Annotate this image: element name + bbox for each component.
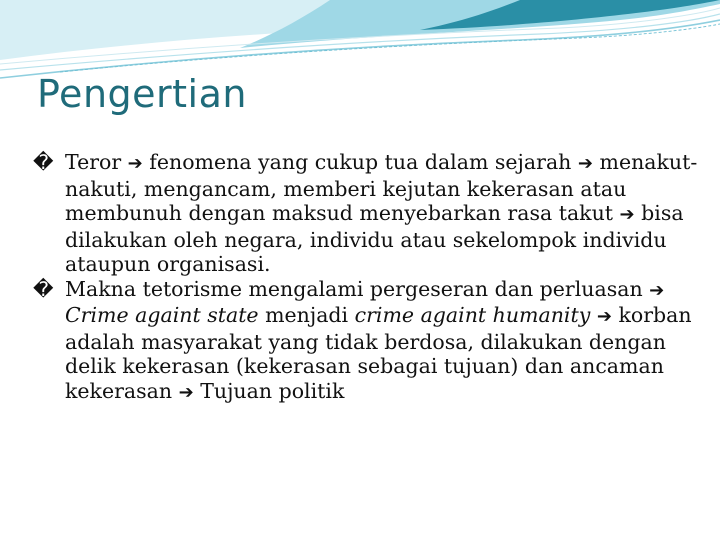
bullet-paragraph-1 <box>33 150 703 277</box>
italic-phrase: Crime againt state <box>65 303 259 327</box>
arrow-right-icon: ➔ <box>127 153 143 174</box>
slide-title: Pengertian <box>37 72 247 116</box>
arrow-right-icon: ➔ <box>649 279 665 301</box>
bullet-icon: � <box>33 276 54 301</box>
arrow-right-icon: ➔ <box>178 381 194 403</box>
bullet-paragraph-2 <box>33 277 703 406</box>
slide-body <box>33 150 703 405</box>
text-segment: menjadi <box>258 303 355 327</box>
italic-phrase: crime againt humanity <box>354 303 591 327</box>
arrow-right-icon: ➔ <box>596 306 612 327</box>
arrow-right-icon: ➔ <box>577 153 593 174</box>
text-segment: korban adalah masyarakat yang tidak berdosa, dilakukan dengan delik kekerasan (kekerasan sebagai tujuan) dan ancaman kekerasan <box>65 303 692 403</box>
bullet-icon: � <box>33 150 54 174</box>
text-segment: menakut-nakuti, mengancam, memberi kejutan kekerasan atau membunuh dengan maksud menyebarkan rasa takut <box>65 150 698 225</box>
text-segment: fenomena yang cukup tua dalam sejarah <box>142 150 578 174</box>
text-segment: Tujuan politik <box>193 378 345 403</box>
arrow-right-icon: ➔ <box>619 204 635 225</box>
text-segment: Teror <box>65 150 128 174</box>
text-segment: bisa dilakukan oleh negara, individu atau sekelompok individu ataupun organisasi. <box>65 201 684 276</box>
text-segment: Makna tetorisme mengalami pergeseran dan perluasan <box>65 276 650 301</box>
